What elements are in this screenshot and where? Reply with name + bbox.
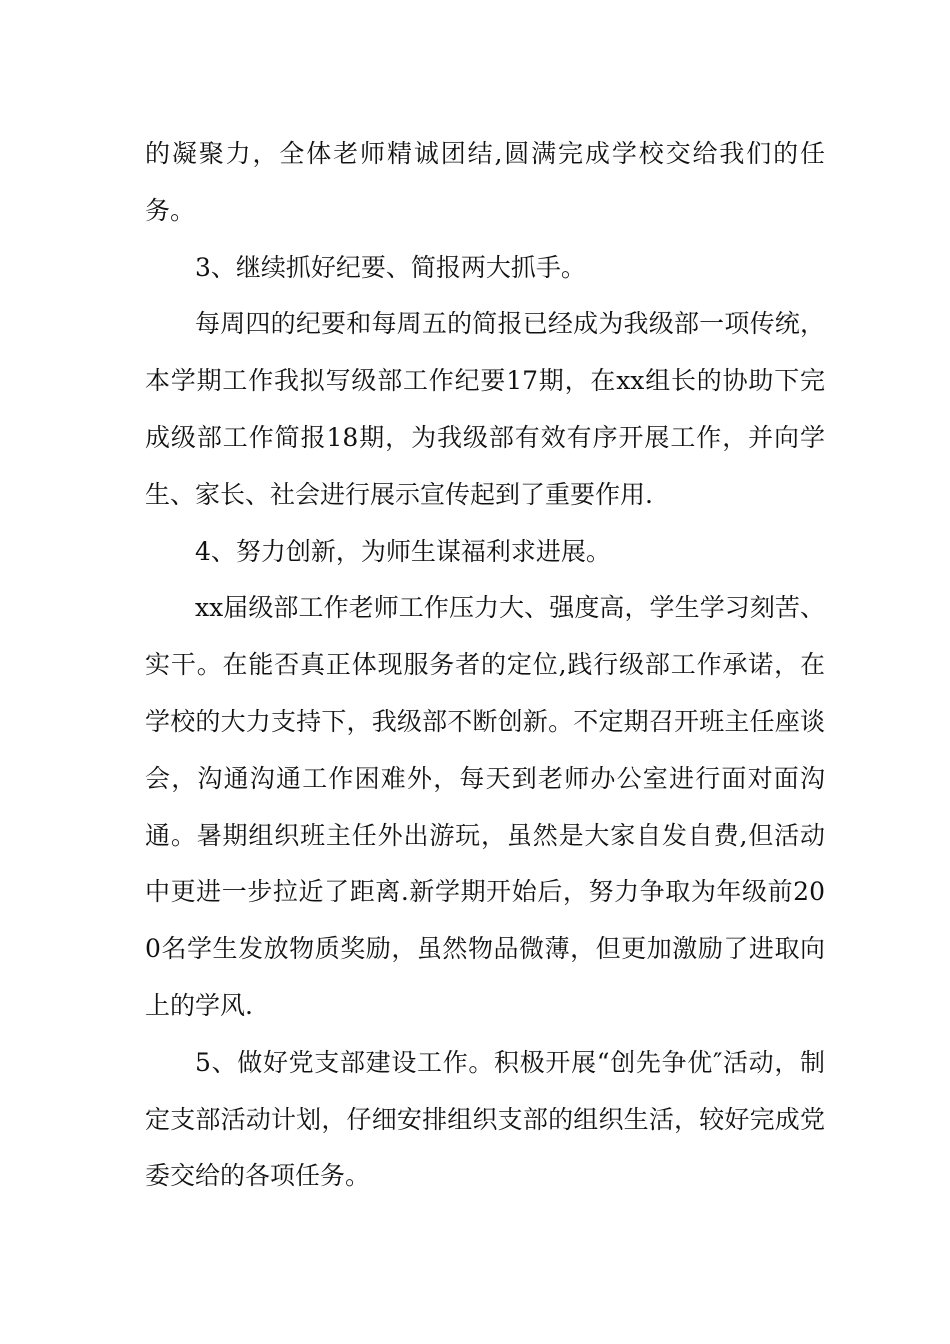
document-body	[145, 126, 825, 1205]
paragraph-1: 的凝聚力，全体老师精诚团结,圆满完成学校交给我们的任务。	[145, 139, 825, 225]
paragraph-3: 每周四的纪要和每周五的简报已经成为我级部一项传统，本学期工作我拟写级部工作纪要17期，在xx组长的协助下完成级部工作简报18期，为我级部有效有序开展工作，并向学生、家长、社会进行展示宣传起到了重要作用.	[145, 309, 825, 509]
paragraph-2: 3、继续抓好纪要、简报两大抓手。	[195, 252, 586, 282]
paragraph-4: 4、努力创新，为师生谋福利求进展。	[195, 536, 611, 566]
paragraph-6: 5、做好党支部建设工作。积极开展“创先争优″活动，制定支部活动计划，仔细安排组织支部的组织生活，较好完成党委交给的各项任务。	[145, 1047, 825, 1191]
paragraph-5: xx届级部工作老师工作压力大、强度高，学生学习刻苦、实干。在能否真正体现服务者的定位,践行级部工作承诺，在学校的大力支持下，我级部不断创新。不定期召开班主任座谈会，沟通沟通工作困难外，每天到老师办公室进行面对面沟通。暑期组织班主任外出游玩，虽然是大家自发自费,但活动中更进一步拉近了距离.新学期开始后，努力争取为年级前200名学生发放物质奖励，虽然物品微薄，但更加激励了进取向上的学风.	[145, 593, 825, 1020]
